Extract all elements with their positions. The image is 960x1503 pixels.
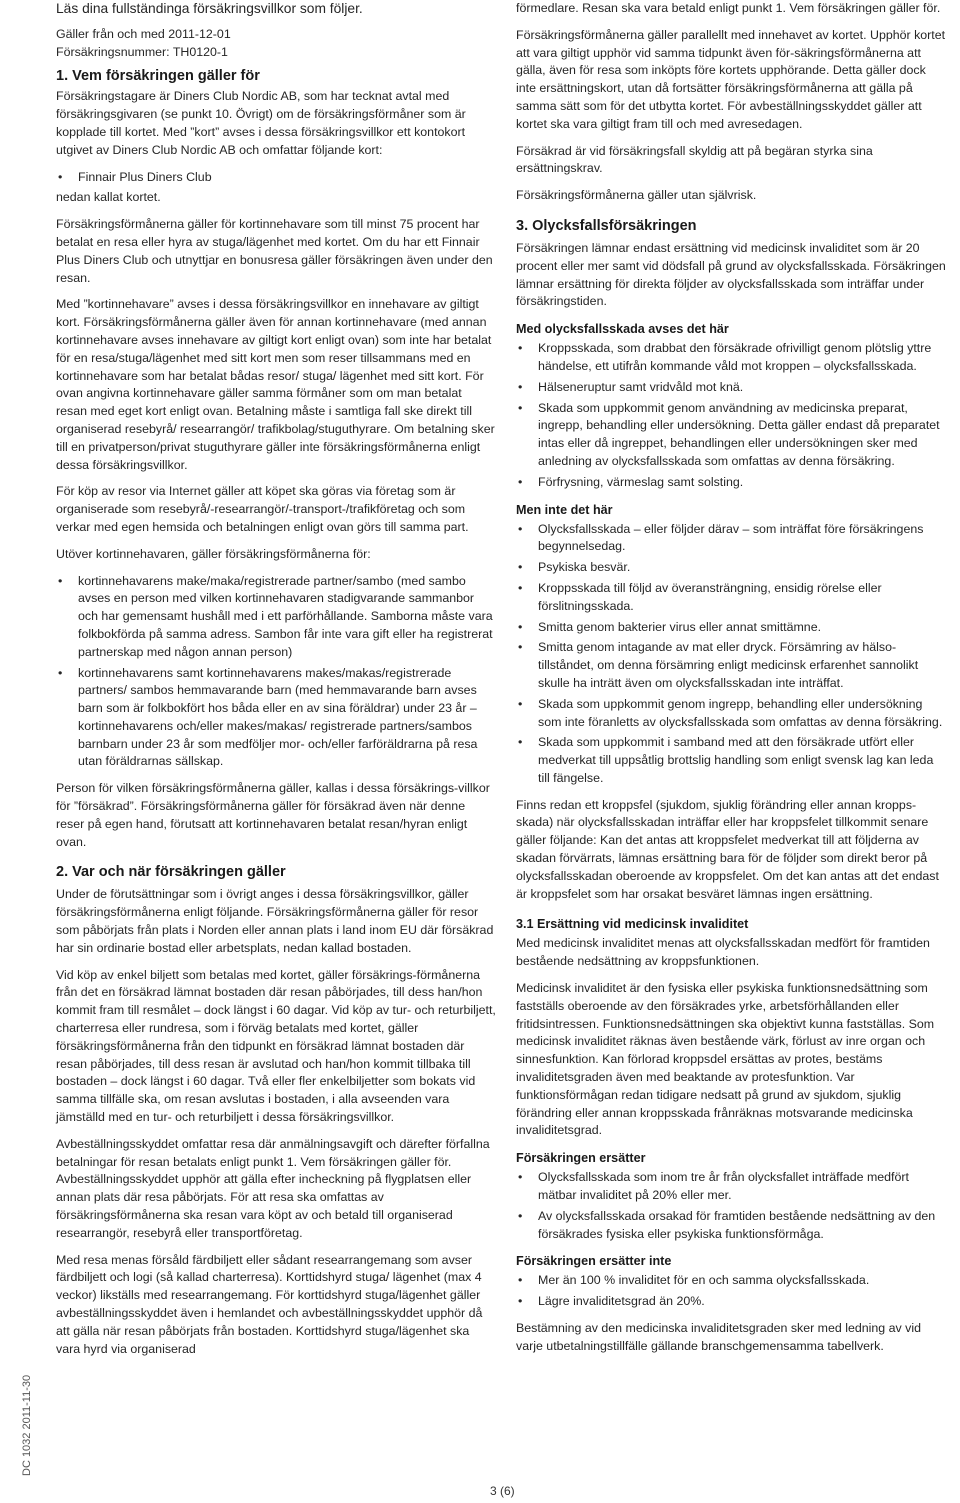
section-2-paragraph-2: Vid köp av enkel biljett som betalas med kortet, gäller försäkrings-förmånerna från det en försäkrad lämnat bostaden där resan påbörjades, till dess han/hon kommit fram till resmålet – dock längst i 60 dagar. Vid köp av tur- och returbiljett, charterresa eller rundresa, som i förväg betalats med kortet, gäller försäkringsförmånerna från den tidpunkt en försäkrad lämnat bostaden där resan påbörjades, till dess resan är avslutad och han/hon kommit tillbaka till bostaden – dock längst i 60 dagar. Två eller fler enkelbiljetter som bokats vid samma tillfälle ska, om resan avslutas i bostaden, i alla avseenden vara jämställd med en tur- och returbiljett i dessa försäkringsvillkor. [56,967,496,1125]
right-column [516,0,948,1365]
valid-from: Gäller från och med 2011-12-01 [56,26,231,41]
right-paragraph-2: Försäkringsförmånerna gäller parallellt med innehavet av kortet. Upphör kortet att vara giltigt upphör vid samma tidpunkt även för-säkringsförmånerna att gälla, även för resa som inköpts före kortets upphörande. Detta gäller dock inte ersättningskort, utan då fortsätter försäkringsförmånerna att gälla på samma sätt som för det utbytta kortet. För avbeställningsskyddet gäller att kortet ska vara giltigt fram till och med avresedagen. [516,27,946,131]
section-3-1-paragraph-2: Medicinsk invaliditet är den fysiska eller psykiska funktionsnedsättning som fastställs oberoende av den försäkrades yrke, arbetsförhållanden eller fritidsintressen. Funktionsnedsättningen ska objektivt kunna fastställas. Som medicinsk invaliditet räknas även bestående värk, förlust av inre organ och sinnesfunktion. Kan förlorad kroppsdel ersättas av protes, bestäms invaliditetsgraden även med beaktande av protesfunktion. Var funktionsförmågan redan tidigare nedsatt på grund av sjukdom, sjuklig förändring eller annan kroppsskada frånräknas motsvarande medicinska invaliditetsgrad. [516,981,935,1138]
page-number: 3 (6) [490,1484,515,1498]
injury-list [516,340,948,491]
exclusion-item: • Smitta genom intagande av mat eller dryck. Försämring av hälso-tillståndet, om denna försämring enligt medicinsk erfarenhet sannolikt skulle ha inträtt även om olycksfallsskadan inte inträffat. [516,639,948,692]
exclusion-item: • Smitta genom bakterier virus eller annat smittämne. [516,619,948,637]
right-paragraph-5: Finns redan ett kroppsfel (sjukdom, sjuklig förändring eller annan kropps-skada) när olycksfallsskadan inträffar eller har kroppsfelet tillkommit senare gäller följande: Kan det antas att kroppsfelet medverkat till att följderna av skadan förvärrats, lämnas ersättning bara för de följder som direkt beror på olycksfallsskadan oberoende av kroppsfelet. Om det kan antas att det endast är kroppsfelet som har orsakat besväret lämnas ingen ersättning. [516,797,939,901]
injury-item: • Hälseneruptur samt vridvåld mot knä. [516,379,948,397]
injury-item: • Kroppsskada, som drabbat den försäkrade ofrivilligt genom plötslig yttre händelse, ett utifrån kommande våld mot kroppen – olycksfallsskada. [516,340,948,376]
not-covers-heading: Försäkringen ersätter inte [516,1254,672,1269]
left-column [56,0,496,1367]
exclusions-heading: Men inte det här [516,502,613,517]
section-3-heading: 3. Olycksfallsförsäkringen [516,217,697,234]
section-2-paragraph-4: Med resa menas försåld färdbiljett eller sådant researrangemang som avser färdbiljett och logi (så kallad charterresa). Korttidshyrd stuga/ lägenhet (max 4 veckor) likställs med researrangemang. För korttidshyrd stuga/lägenhet gäller avbeställningsskyddet även i hemlandet och avbeställningsskyddet upphör då att gälla när resan påbörjats från bostaden. Korttidshyrd stuga/lägenhet ska vara hyrd via organiserad [56,1252,483,1356]
right-paragraph-6: Bestämning av den medicinska invaliditetsgraden sker med ledning av vid varje utbetalningstillfälle gällande branschgemensamma tabellverk. [516,1321,921,1353]
exclusion-item: • Skada som uppkommit genom ingrepp, behandling eller undersökning som inte föranletts av olycksfallsskada som omfattas av denna försäkring. [516,696,948,732]
policy-number: Försäkringsnummer: TH0120-1 [56,44,228,59]
section-1-paragraph-4: För köp av resor via Internet gäller att köpet ska göras via företag som är organiserade som resebyrå/-researrangör/-transport-/trafikföretag och som verkar med egen hemsida och betalningen enligt ovan görs till samma part. [56,484,469,534]
injury-item: • Förfrysning, värmeslag samt solsting. [516,474,948,492]
card-called: nedan kallat kortet. [56,190,161,205]
not-covers-item: • Lägre invaliditetsgrad än 20%. [516,1293,948,1311]
section-1-heading: 1. Vem försäkringen gäller för [56,68,260,85]
right-paragraph-3: Försäkrad är vid försäkringsfall skyldig att på begäran styrka sina ersättningskrav. [516,143,873,176]
exclusion-item: • Skada som uppkommit i samband med att den försäkrade utfört eller medverkat till uppsåtlig brottslig handling som enligt svensk lag kan leda till fängelse. [516,734,948,787]
section-1-paragraph-6: Person för vilken försäkringsförmånerna gäller, kallas i dessa försäkrings-villkor för ”försäkrad”. Försäkringsförmånerna gäller för försäkrad även när denne reser på egen hand, förutsatt att kortinnehavaren betalat resan/hyran enligt ovan. [56,781,490,849]
right-paragraph-1: förmedlare. Resan ska vara betald enligt punkt 1. Vem försäkringen gäller för. [516,1,941,15]
section-3-1-heading: 3.1 Ersättning vid medicinsk invaliditet [516,917,749,932]
section-2-paragraph-1: Under de förutsättningar som i övrigt anges i dessa försäkringsvillkor, gäller försäkringsförmånerna enligt följande. Försäkringsförmånerna gäller för resor som påbörjats från plats i Norden eller annan plats i land inom EU där försäkrad har sin ordinarie bostad eller arbetsplats, nedan kallad bostaden. [56,887,494,955]
not-covers-list [516,1272,948,1311]
card-list-item: • Finnair Plus Diners Club [56,169,496,187]
exclusion-item: • Kroppsskada till följd av överansträngning, ensidig rörelse eller förslitningsskada. [516,580,948,616]
covers-item: • Olycksfallsskada som inom tre år från olycksfallet inträffade medfört mätbar invaliditet på 20% eller mer. [516,1169,948,1205]
document-title: Läs dina fullständinga försäkringsvillkor som följer. [56,1,363,16]
section-3-paragraph-1: Försäkringen lämnar endast ersättning vid medicinsk invaliditet som är 20 procent eller mer samt vid dödsfall på grund av olycksfallsskada. Försäkringen lämnar ersättning för direkta följder av olycksfallsskada som inträffar under försäkringstiden. [516,240,946,309]
document-code: DC 1032 2011-11-30 [21,1374,33,1476]
exclusion-item: • Psykiska besvär. [516,559,948,577]
section-1-paragraph-3: Med ”kortinnehavare” avses i dessa försäkringsvillkor en innehavare av giltigt kort. Försäkringsförmånerna gäller även för annan kortinnehavare (med annan kortinnehavare avses innehavare av giltigt kort enligt ovan) som inte har betalat för en resa/stuga/lägenhet med sitt kort men som reser tillsammans med en kortinnehavare som har betalat bådas resor/ stuga/ lägenhet med sitt kort. För ovan angivna kortinnehavare gäller samma förmåner som om man betalat resan med eget kort enligt ovan. Betalning måste i samtliga fall ske direkt till organiserad resebyrå/ researrangör/ trafikbolag/stuguthyrare. Om betalning sker till en privatperson/privat stuguthyrare gäller inte försäkringsförmånerna enligt dessa försäkringsvillkor. [56,297,495,472]
injury-heading: Med olycksfallsskada avses det här [516,322,729,337]
covers-list [516,1169,948,1243]
right-paragraph-4: Försäkringsförmånerna gäller utan självrisk. [516,188,757,203]
section-1-paragraph-5: Utöver kortinnehavaren, gäller försäkringsförmånerna för: [56,546,371,561]
section-1-paragraph-2: Försäkringsförmånerna gäller för kortinnehavare som till minst 75 procent har betalat en resa eller hyra av stuga/lägenhet med kortet. Om du har ett Finnair Plus Diners Club och utnyttjar en bonusresa gäller försäkringen även under den resan. [56,217,493,285]
section-3-1-paragraph-1: Med medicinsk invaliditet menas att olycksfallsskadan medfört för framtiden bestående nedsättning av kroppsfunktionen. [516,936,930,969]
beneficiary-item: • kortinnehavarens samt kortinnehavarens makes/makas/registrerade partners/ sambos hemmavarande barn (med hemmavarande barn avses barn som är folkbokfört hos båda eller en av sina föräldrar) under 23 år – kortinnehavarens och/eller makes/makas/ registrerade partners/sambos barnbarn under 23 år som medföljer mor- och/eller farföräldrarna på resa utan föräldrarnas sällskap. [56,665,496,772]
exclusions-list [516,521,948,788]
covers-heading: Försäkringen ersätter [516,1151,646,1166]
section-1-paragraph-1: Försäkringstagare är Diners Club Nordic AB, som har tecknat avtal med försäkringsgivaren (se punkt 10. Övrigt) om de försäkringsförmåner som är kopplade till kortet. Med ”kort” avses i dessa försäkringsvillkor ett kontokort utgivet av Diners Club Nordic AB och omfattar följande kort: [56,89,466,157]
section-2-heading: 2. Var och när försäkringen gäller [56,864,286,881]
section-2-paragraph-3: Avbeställningsskyddet omfattar resa där anmälningsavgift och därefter förfallna betalningar för resan betalats enligt punkt 1. Vem försäkringen gäller för. Avbeställningsskyddet upphör att gälla efter incheckning på flygplatsen eller annan plats där resa påbörjats. För att resa ska omfattas av försäkringsförmånerna ska resan vara köpt av och betald till organiserad researrangör, resebyrå eller transportföretag. [56,1136,490,1240]
covers-item: • Av olycksfallsskada orsakad för framtiden bestående nedsättning av den försäkrades fysiska eller psykiska funktionsförmåga. [516,1208,948,1244]
injury-item: • Skada som uppkommit genom användning av medicinska preparat, ingrepp, behandling eller undersökning. Detta gäller endast då preparatet intas eller då ingreppet, behandlingen eller undersökningen sker med anledning av olycksfallsskada som omfattas av denna försäkring. [516,400,948,471]
beneficiary-item: • kortinnehavarens make/maka/registrerade partner/sambo (med sambo avses en person med vilken kortinnehavaren stadigvarande sammanbor och har gemensamt hushåll med i ett parförhållande. Samborna måste vara folkbokförda på samma adress. Sambon får inte vara gift eller ha registrerat partnerskap med någon annan person) [56,573,496,662]
beneficiary-list [56,573,496,772]
card-list [56,169,496,187]
not-covers-item: • Mer än 100 % invaliditet för en och samma olycksfallsskada. [516,1272,948,1290]
exclusion-item: • Olycksfallsskada – eller följder därav – som inträffat före försäkringens begynnelsedag. [516,521,948,557]
